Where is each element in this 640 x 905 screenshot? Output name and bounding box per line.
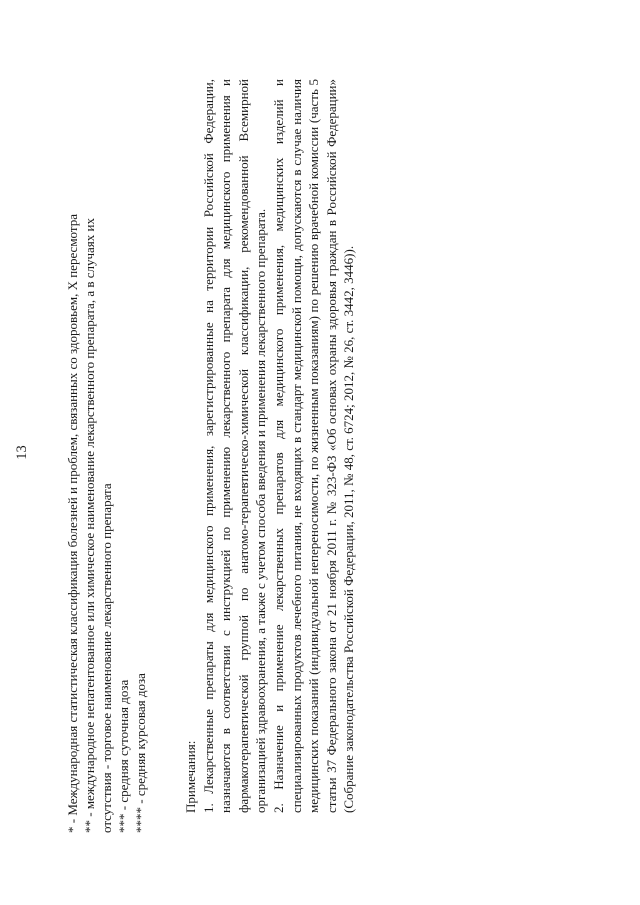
note-1: 1. Лекарственные препараты для медицинского применения, зарегистрированные на территории Российской Федерации, назначаются в соответствии с инструкцией по применению лекарственного препарата для медицинского применения и фармакотерапевтической группой по анатомо-терапевтическо-химической классификации, рекомендованной Всемирной организацией здравоохранения, а также с учетом способа введения и применения лекарственного препарата. [200, 79, 269, 813]
notes-heading: Примечания: [183, 740, 198, 813]
footnote-inn-continued: отсутствия - торговое наименование лекарственного препарата [99, 483, 114, 833]
notes-section [182, 79, 358, 813]
footnotes [64, 113, 149, 833]
note-2: 2. Назначение и применение лекарственных препаратов для медицинского применения, медицинских изделий и специализированных продуктов лечебного питания, не входящих в стандарт медицинской помощи, допускаются в случае наличия медицинских показаний (индивидуальной непереносимости, по жизненным показаниям) по решению врачебной комиссии (часть 5 статьи 37 Федерального закона от 21 ноября 2011 г. № 323-ФЗ «Об основах охраны здоровья граждан в Российской Федерации» (Собрание законодательства Российской Федерации, 2011, № 48, ст. 6724; 2012, № 26, ст. 3442, 3446)). [270, 79, 357, 813]
footnote-icd: * - Международная статистическая классификация болезней и проблем, связанных со здоровьем, X пересмотра [65, 214, 80, 833]
footnote-inn: ** - международное непатентованное или химическое наименование лекарственного препарата, а в случаях их [82, 218, 97, 833]
page-number: 13 [14, 445, 30, 460]
footnote-daily-dose: *** - средняя суточная доза [116, 679, 131, 833]
footnote-course-dose: **** - средняя курсовая доза [133, 673, 148, 833]
